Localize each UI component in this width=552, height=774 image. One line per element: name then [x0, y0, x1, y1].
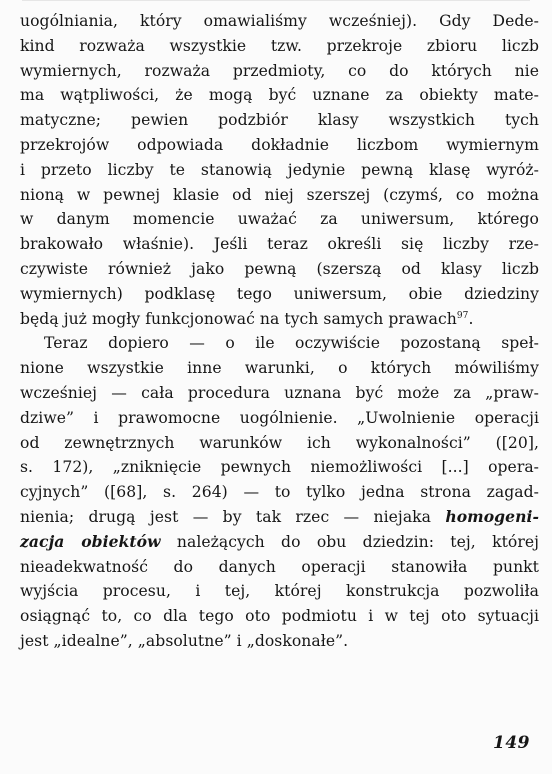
text-line-indented: Teraz dopiero — o ile oczywiście pozostaną speł- — [44, 334, 539, 353]
text-line: cyjnych” ([68], s. 264) — to tylko jedna strona zagad- — [20, 483, 539, 502]
text-line: uogólniania, który omawialiśmy wcześniej). Gdy Dede- — [20, 12, 539, 30]
text-line: kind rozważa wszystkie tzw. przekroje zbioru liczb — [20, 36, 539, 55]
text-line-content: nienia; drugą jest — by tak rzec — niejaka — [20, 507, 446, 526]
text-line-content: należących do obu dziedzin: tej, której — [160, 532, 539, 551]
text-line: czywiste również jako pewną (szerszą od klasy liczb — [20, 259, 539, 278]
text-line: wcześniej — cała procedura uznana być może za „praw- — [20, 383, 539, 402]
footnote-reference[interactable]: 97 — [456, 310, 469, 321]
text-line: wymiernych, rozważa przedmioty, co do których nie — [20, 61, 539, 80]
text-line — [20, 307, 539, 332]
emphasized-term: homogeni- — [445, 506, 539, 526]
text-line: wyjścia procesu, i tej, której konstrukcja pozwoliła — [20, 582, 539, 601]
text-line: nione wszystkie inne warunki, o których mówiliśmy — [20, 359, 539, 378]
text-line: nioną w pewnej klasie od niej szerszej (czymś, co można — [20, 185, 539, 204]
text-line: brakowało właśnie). Jeśli teraz określi się liczby rze- — [20, 235, 539, 254]
page-number: 149 — [493, 733, 530, 753]
text-line: s. 172), „zniknięcie pewnych niemożliwości [...] opera- — [20, 458, 539, 477]
text-line: od zewnętrznych warunków ich wykonalności” ([20], — [20, 433, 539, 452]
text-line: jest „idealne”, „absolutne” i „doskonałe”. — [20, 631, 349, 650]
text-line: ma wątpliwości, że mogą być uznane za obiekty mate- — [20, 86, 539, 105]
text-line: matyczne; pewien podzbiór klasy wszystkich tych — [20, 111, 539, 130]
text-line: dziwe” i prawomocne uogólnienie. „Uwolnienie operacji — [20, 408, 539, 427]
text-line — [20, 530, 539, 555]
text-line: przekrojów odpowiada dokładnie liczbom wymiernym — [20, 135, 539, 154]
sentence-end: . — [468, 309, 474, 328]
text-line: osiągnąć to, co dla tego oto podmiotu i w tej oto sytuacji — [20, 607, 539, 626]
text-line-content: będą już mogły funkcjonować na tych samych prawach — [20, 309, 457, 328]
text-line: wymiernych) podklasę tego uniwersum, obie dziedziny — [20, 284, 539, 303]
emphasized-term: zacja obiektów — [20, 531, 161, 551]
page-top-edge — [22, 0, 530, 5]
text-line: nieadekwatność do danych operacji stanowiła punkt — [20, 557, 539, 576]
text-line — [20, 505, 539, 530]
page-text — [20, 9, 539, 654]
text-line: i przeto liczby te stanowią jedynie pewną klasę wyróż- — [20, 160, 539, 179]
text-line: w danym momencie uważać za uniwersum, którego — [20, 210, 539, 229]
